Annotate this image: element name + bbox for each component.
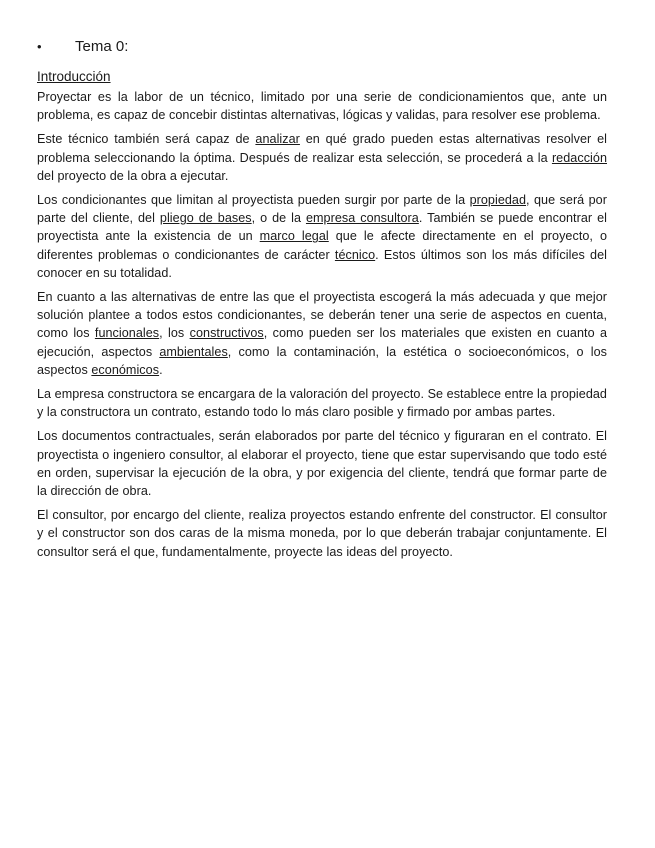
underlined-term: redacción <box>551 150 607 165</box>
paragraph-4 <box>37 288 607 379</box>
paragraph-text: . También se puede encontrar el proyectista ante la existencia de un <box>37 211 607 244</box>
bullet-icon: • <box>37 39 42 54</box>
underlined-term: empresa consultora <box>305 211 419 226</box>
paragraph-text: Proyectar es la labor de un técnico, limitado por una serie de condicionamientos que, ante un problema, es capaz de concebir distintas alternativas, lógicas y validas, para resolver ese problema. <box>37 90 607 123</box>
paragraph-text: Este técnico también será capaz de <box>37 132 256 147</box>
document-page <box>37 38 607 567</box>
underlined-term: funcionales <box>94 326 160 341</box>
underlined-term: económicos <box>91 362 160 377</box>
paragraph-text: La empresa constructora se encargara de la valoración del proyecto. Se establece entre la propiedad y la constructora un contrato, estando todo lo más claro posible y firmado por ambas partes. <box>37 387 607 420</box>
paragraph-text: , como pueden ser los materiales que existen en cuanto a ejecución, aspectos <box>37 326 607 359</box>
paragraph-text: , o de la <box>251 211 306 226</box>
paragraph-text: El consultor, por encargo del cliente, realiza proyectos estando enfrente del constructor. El consultor y el constructor son dos caras de la misma moneda, por lo que deberán trabajar conjuntamente. El consultor será el que, fundamentalmente, proyecte las ideas del proyecto. <box>37 508 607 559</box>
paragraph-1 <box>37 88 607 124</box>
paragraph-3 <box>37 191 607 282</box>
paragraph-7 <box>37 506 607 561</box>
paragraph-text: . <box>159 362 163 377</box>
paragraph-text: en qué grado pueden estas alternativas resolver el problema seleccionando la óptima. Después de realizar esta selección, se procederá a la <box>37 132 607 165</box>
underlined-term: constructivos <box>189 326 264 341</box>
paragraph-6 <box>37 427 607 500</box>
paragraph-text: , que será por parte del cliente, del <box>37 193 607 226</box>
paragraph-text: . Estos últimos son los más difíciles del conocer en su totalidad. <box>37 247 607 280</box>
underlined-term: analizar <box>255 132 300 147</box>
paragraph-text: , como la contaminación, la estética o socioeconómicos, o los aspectos <box>37 344 607 377</box>
paragraph-text: , los <box>159 326 190 341</box>
paragraph-text: En cuanto a las alternativas de entre las que el proyectista escogerá la más adecuada y que mejor solución plantee a todos estos condicionantes, se deberán tener una serie de aspectos en cuenta, como los <box>37 290 607 341</box>
paragraph-text: Los documentos contractuales, serán elaborados por parte del técnico y figuraran en el contrato. El proyectista o ingeniero consultor, al elaborar el proyecto, tiene que estar supervisando que todo esté en orden, supervisar la ejecución de la obra, y por exigencia del cliente, tendrá que formar parte de la dirección de obra. <box>37 429 607 499</box>
section-heading: Introducción <box>37 69 111 84</box>
paragraph-text: Los condicionantes que limitan al proyectista pueden surgir por parte de la <box>37 193 470 208</box>
paragraph-text: del proyecto de la obra a ejecutar. <box>37 168 229 183</box>
underlined-term: técnico <box>334 247 376 262</box>
underlined-term: ambientales <box>159 344 228 359</box>
underlined-term: pliego de bases <box>159 211 252 226</box>
paragraph-text: que le afecte directamente en el proyecto, o diferentes problemas o condicionantes de carácter <box>37 229 608 262</box>
underlined-term: marco legal <box>259 229 329 244</box>
paragraph-2 <box>37 130 607 185</box>
paragraph-5 <box>37 385 607 421</box>
bullet-item-tema <box>37 38 607 55</box>
bullet-title: Tema 0: <box>75 38 129 55</box>
underlined-term: propiedad <box>469 193 527 208</box>
